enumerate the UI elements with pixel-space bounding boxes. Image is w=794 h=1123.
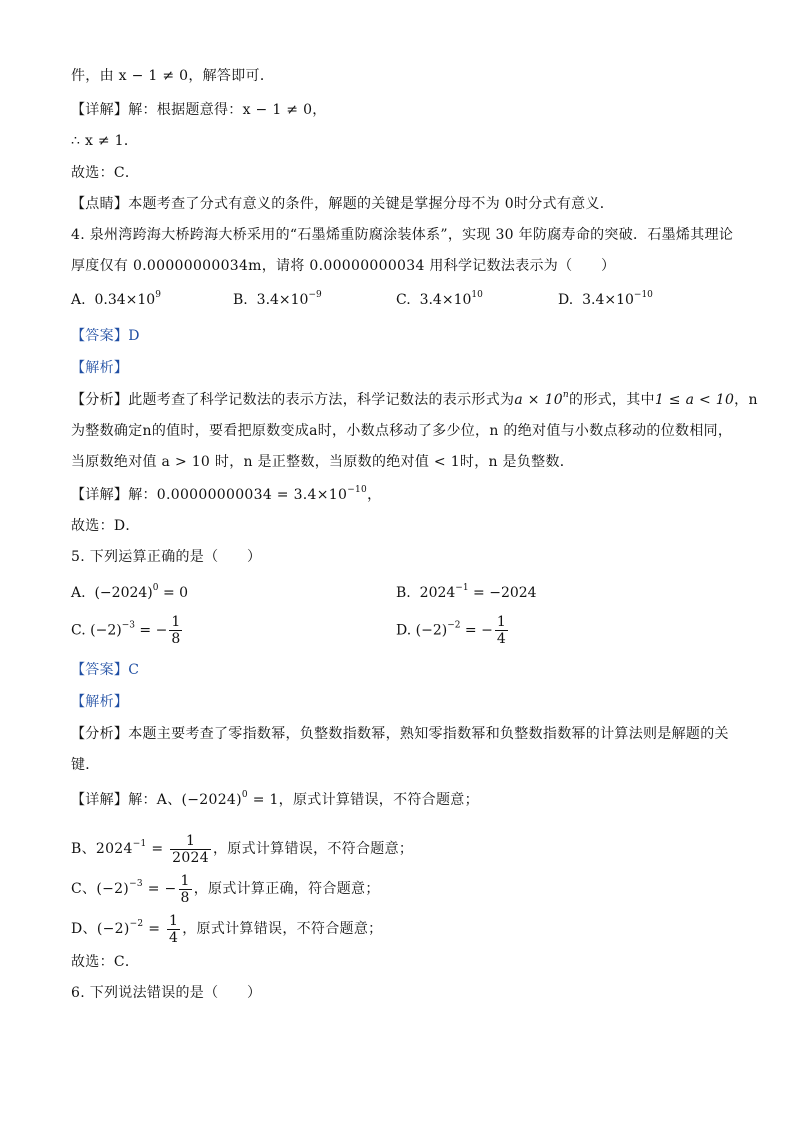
option-value: 3.4×10 (419, 292, 472, 308)
fraction (167, 913, 180, 946)
math-exponent: −1 (455, 583, 469, 593)
option-exponent: 9 (155, 290, 161, 300)
prev-solution-choice: 故选：C． (71, 165, 140, 181)
option-label: C. (396, 292, 411, 308)
math-base: (−2) (96, 921, 130, 937)
math-expr: 1 ≤ a < 10 (654, 392, 735, 408)
option-label: D. (396, 622, 412, 639)
option-label: A. (71, 585, 86, 601)
math-exponent: n (562, 390, 570, 400)
text: C、 (71, 881, 97, 897)
text: 【详解】解：0.00000000034 = 3.4×10 (71, 487, 348, 503)
math-base: 2024 (419, 585, 456, 601)
option-label: B. (396, 585, 411, 601)
q5-option-b (396, 583, 537, 603)
text: ，原式计算错误，不符合题意； (212, 841, 414, 857)
q5-option-d (396, 614, 510, 647)
numerator: 1 (171, 614, 181, 630)
fraction (170, 833, 211, 866)
q4-option-a (71, 290, 161, 310)
q4-stem-line-1: 4. 泉州湾跨海大桥跨海大桥采用的“石墨烯重防腐涂装体系”，实现 30 年防腐寿命的突破．石墨烯其理论 (71, 227, 734, 243)
math-eq: = − (134, 622, 168, 639)
denominator: 4 (169, 929, 179, 946)
q4-choice: 故选：D． (71, 518, 140, 534)
q4-analysis-title: 【解析】 (71, 360, 129, 376)
q5-option-a (71, 583, 188, 603)
text: 【详解】解：A、 (71, 792, 182, 808)
math-eq: = − (460, 622, 493, 639)
option-exponent: −10 (633, 290, 653, 300)
q6-stem: 6. 下列说法错误的是（ ） (71, 985, 262, 1001)
prev-solution-detail: 【详解】解：根据题意得：x − 1 ≠ 0， (71, 102, 327, 118)
math-expr: a × 10 (514, 392, 563, 408)
numerator: 1 (185, 832, 196, 849)
q5-analysis-line-1: 【分析】本题主要考查了零指数幂，负整数指数幂，熟知零指数幂和负整数指数幂的计算法则是解题的关 (71, 726, 729, 742)
text: 的形式，其中 (569, 392, 655, 408)
option-value: 3.4×10 (582, 292, 634, 308)
math-base: (−2024) (181, 792, 242, 808)
denominator: 8 (180, 889, 190, 906)
text: 【分析】此题考查了科学记数法的表示方法，科学记数法的表示形式为 (71, 392, 515, 408)
denominator: 4 (496, 631, 506, 647)
q4-option-b (233, 290, 322, 310)
math-base: (−2) (415, 622, 448, 639)
q4-stem-line-2: 厚度仅有 0.00000000034m，请将 0.00000000034 用科学记数法表示为（ ） (71, 258, 616, 274)
math-exponent: 0 (241, 790, 248, 800)
text: ，原式计算错误，不符合题意； (182, 921, 383, 937)
q4-option-c (396, 290, 483, 310)
fraction (169, 614, 182, 647)
math-exponent: −2 (129, 919, 144, 929)
q5-detail-c (71, 870, 380, 908)
option-label: B. (233, 292, 248, 308)
q4-answer: 【答案】D (71, 328, 140, 344)
text: ， (367, 487, 382, 503)
text: ，n (734, 392, 758, 408)
q5-detail-d (71, 910, 382, 948)
numerator: 1 (496, 614, 506, 630)
q5-answer: 【答案】C (71, 662, 140, 678)
math-exponent: 0 (152, 583, 159, 593)
q5-analysis-title: 【解析】 (71, 694, 129, 710)
option-label: D. (558, 292, 574, 308)
math-base: (−2) (96, 881, 130, 897)
math-exponent: −3 (121, 620, 135, 631)
q5-option-c (71, 614, 184, 647)
math-base: (−2024) (94, 585, 153, 601)
q4-detail (71, 485, 381, 505)
text: = 1，原式计算错误，不符合题意； (247, 792, 479, 808)
math-base: (−2) (90, 622, 122, 639)
option-value: 3.4×10 (256, 292, 309, 308)
option-label: C. (71, 622, 86, 639)
q5-stem: 5. 下列运算正确的是（ ） (71, 549, 262, 565)
option-value: 0.34×10 (94, 292, 156, 308)
denominator: 2024 (172, 849, 209, 866)
math-exponent: −2 (447, 620, 461, 631)
math-eq: = − (142, 881, 177, 897)
math-rest: = 0 (158, 585, 189, 601)
q4-option-d (558, 290, 653, 310)
fraction (495, 614, 508, 647)
numerator: 1 (180, 872, 190, 889)
prev-solution-note: 【点睛】本题考查了分式有意义的条件，解题的关键是掌握分母不为 0时分式有意义． (71, 196, 615, 212)
prev-solution-conclusion: ∴ x ≠ 1． (71, 133, 139, 149)
text: ，原式计算正确，符合题意； (193, 881, 380, 897)
q4-analysis-line-1 (71, 390, 758, 410)
q5-choice: 故选：C． (71, 954, 140, 970)
math-eq: = (146, 841, 169, 857)
denominator: 8 (171, 631, 181, 647)
option-exponent: 10 (471, 290, 483, 300)
q4-analysis-line-2: 为整数确定n的值时，要看把原数变成a时，小数点移动了多少位，n 的绝对值与小数点移动的位数相同， (71, 423, 733, 439)
math-exponent: −1 (132, 839, 147, 849)
q5-analysis-line-2: 键． (71, 757, 100, 773)
q5-detail-a (71, 790, 479, 810)
math-eq: = (143, 921, 165, 937)
math-exponent: −3 (129, 879, 143, 889)
math-rest: = −2024 (468, 585, 537, 601)
math-exponent: −10 (347, 485, 368, 495)
q4-analysis-line-3: 当原数绝对值 a > 10 时，n 是正整数，当原数的绝对值 < 1时，n 是负整数． (71, 454, 575, 470)
option-label: A. (71, 292, 86, 308)
prev-solution-line-1: 件，由 x − 1 ≠ 0，解答即可． (71, 68, 275, 84)
fraction (179, 873, 192, 906)
q5-detail-b (71, 830, 413, 868)
text: D、 (71, 921, 97, 937)
text: B、2024 (71, 841, 133, 857)
option-exponent: −9 (308, 290, 322, 300)
numerator: 1 (169, 912, 179, 929)
